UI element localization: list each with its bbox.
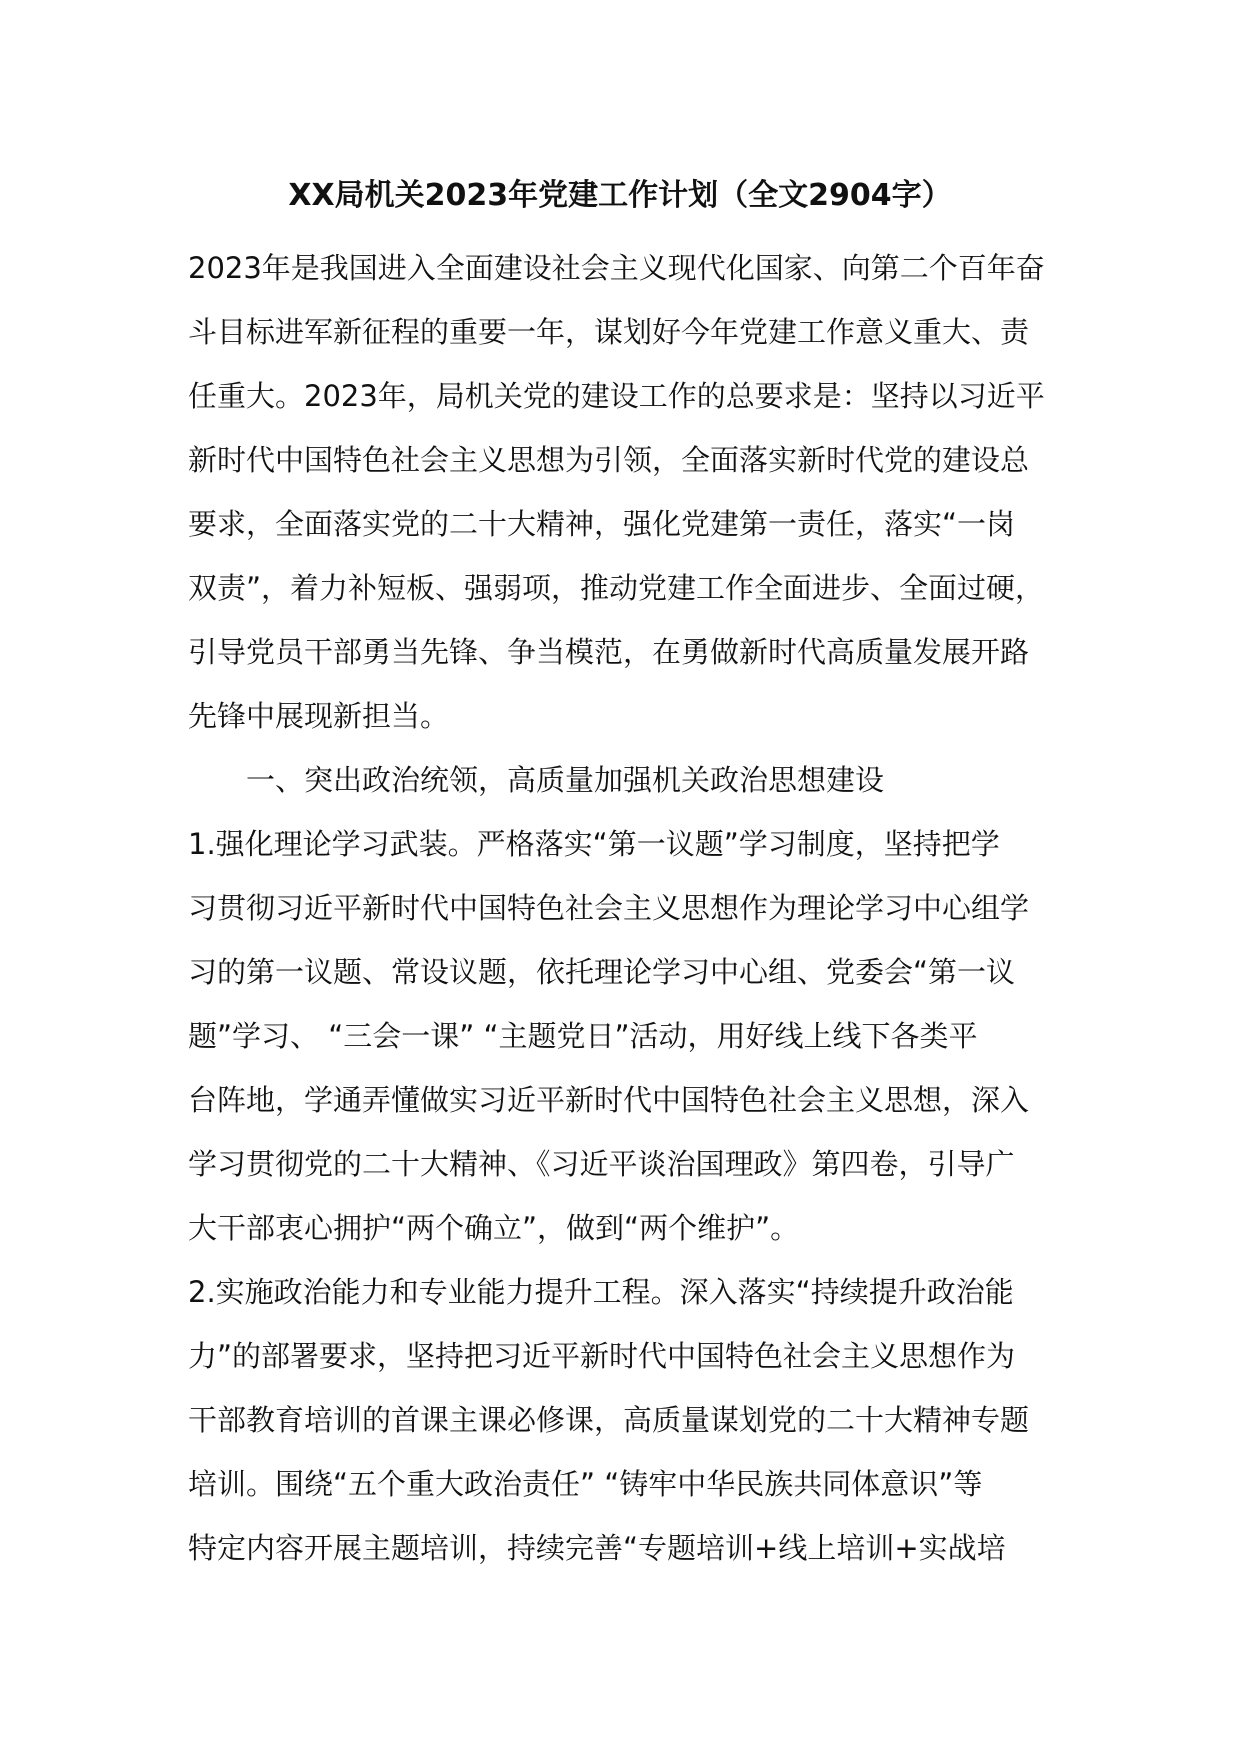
section-heading-1: 一、突出政治统领，高质量加强机关政治思想建设 (246, 763, 885, 797)
item-1-line-4: 题”学习、 “三会一课” “主题党日”活动，用好线上线下各类平 (188, 1019, 978, 1053)
item-2-line-3: 干部教育培训的首课主课必修课，高质量谋划党的二十大精神专题 (188, 1403, 1030, 1437)
item-1-line-2: 习贯彻习近平新时代中国特色社会主义思想作为理论学习中心组学 (188, 891, 1030, 925)
intro-line-5: 要求，全面落实党的二十大精神，强化党建第一责任，落实“一岗 (188, 507, 1016, 541)
document-body (188, 236, 1060, 1580)
intro-line-7: 引导党员干部勇当先锋、争当模范，在勇做新时代高质量发展开路 (188, 635, 1030, 669)
item-2-line-1: 2.实施政治能力和专业能力提升工程。深入落实“持续提升政治能 (188, 1275, 1014, 1309)
document-title: XX局机关2023年党建工作计划（全文2904字） (288, 178, 952, 213)
intro-line-2: 斗目标进军新征程的重要一年，谋划好今年党建工作意义重大、责 (188, 315, 1030, 349)
item-2-line-5: 特定内容开展主题培训，持续完善“专题培训+线上培训+实战培 (188, 1531, 1006, 1565)
intro-line-1: 2023年是我国进入全面建设社会主义现代化国家、向第二个百年奋 (188, 251, 1045, 285)
item-1-line-3: 习的第一议题、常设议题，依托理论学习中心组、党委会“第一议 (188, 955, 1016, 989)
item-2-line-4: 培训。围绕“五个重大政治责任” “铸牢中华民族共同体意识”等 (188, 1467, 983, 1501)
item-2-line-2: 力”的部署要求，坚持把习近平新时代中国特色社会主义思想作为 (188, 1339, 1016, 1373)
item-1-line-7: 大干部衷心拥护“两个确立”，做到“两个维护”。 (188, 1211, 800, 1245)
item-1-line-5: 台阵地，学通弄懂做实习近平新时代中国特色社会主义思想，深入 (188, 1083, 1030, 1117)
item-1-line-1: 1.强化理论学习武装。严格落实“第一议题”学习制度，坚持把学 (188, 827, 1000, 861)
item-1-line-6: 学习贯彻党的二十大精神、《习近平谈治国理政》第四卷，引导广 (188, 1147, 1015, 1181)
intro-line-8: 先锋中展现新担当。 (188, 699, 450, 733)
intro-line-3: 任重大。2023年，局机关党的建设工作的总要求是：坚持以习近平 (188, 379, 1045, 413)
intro-line-4: 新时代中国特色社会主义思想为引领，全面落实新时代党的建设总 (188, 443, 1030, 477)
intro-line-6: 双责”，着力补短板、强弱项，推动党建工作全面进步、全面过硬， (188, 571, 1045, 605)
